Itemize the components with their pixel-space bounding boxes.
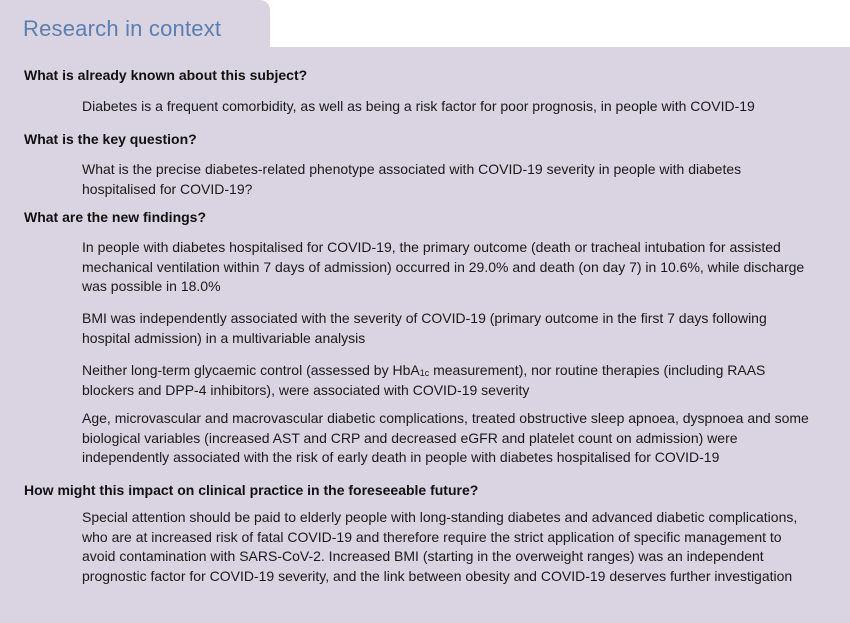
- answer-known: Diabetes is a frequent comorbidity, as well as being a risk factor for poor prognosis, in people with COVID-19: [82, 98, 755, 114]
- question-key: What is the key question?: [24, 131, 197, 147]
- answer-finding-glycaemic: [82, 361, 812, 400]
- answer-key: What is the precise diabetes-related phenotype associated with COVID-19 severity in people with diabetes hospitalised for COVID-19?: [82, 161, 742, 197]
- answer-finding-glycaemic-before: Neither long-term glycaemic control (assessed by HbA: [82, 362, 420, 378]
- question-known: What is already known about this subject?: [24, 67, 308, 83]
- title-tab: [0, 0, 270, 50]
- hba1c-subscript: 1c: [419, 368, 430, 378]
- answer-finding-glycaemic-after: measurement), nor routine therapies (including RAAS blockers and DPP-4 inhibitors), were associated with COVID-19 severity: [82, 362, 766, 398]
- question-impact: How might this impact on clinical practice in the foreseeable future?: [24, 482, 479, 498]
- page-title: Research in context: [23, 16, 222, 41]
- question-findings: What are the new findings?: [24, 209, 207, 225]
- answer-impact: Special attention should be paid to elderly people with long-standing diabetes and advanced diabetic complications, who are at increased risk of fatal COVID-19 and therefore require the strict application of specific management to avoid contamination with SARS-CoV-2. Increased BMI (starting in the overweight ranges) was an independent prognostic factor for COVID-19 severity, and the link between obesity and COVID-19 deserves further investigation: [82, 509, 798, 584]
- answer-finding-early-death: Age, microvascular and macrovascular diabetic complications, treated obstructive sleep apnoea, dyspnoea and some biological variables (increased AST and CRP and decreased eGFR and platelet count on admission) were independently associated with the risk of early death in people with diabetes hospitalised for COVID-19: [82, 410, 809, 465]
- answer-finding-primary-outcome: In people with diabetes hospitalised for COVID-19, the primary outcome (death or tracheal intubation for assisted mechanical ventilation within 7 days of admission) occurred in 29.0% and death (on day 7) in 10.6%, while discharge was possible in 18.0%: [82, 239, 805, 294]
- answer-finding-bmi: BMI was independently associated with the severity of COVID-19 (primary outcome in the first 7 days following hospital admission) in a multivariable analysis: [82, 310, 767, 346]
